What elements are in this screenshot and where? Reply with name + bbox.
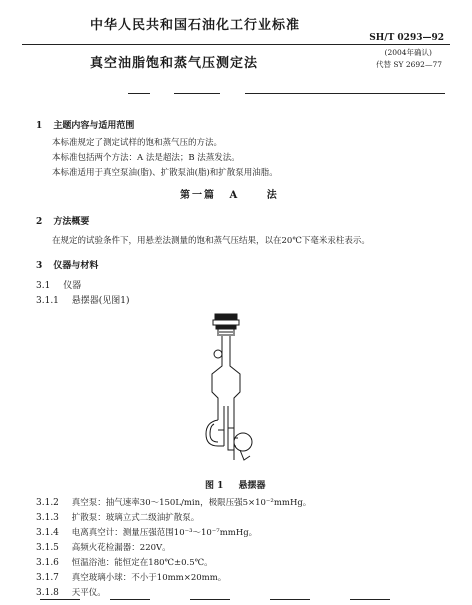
figure-caption: [205, 478, 266, 491]
item-number: 3.1.2: [36, 498, 59, 508]
item-number: 3.1.8: [36, 588, 59, 598]
list-item: [36, 586, 106, 598]
part-suffix: 法: [266, 190, 279, 201]
document-title: 真空油脂饱和蒸气压测定法: [90, 56, 259, 71]
figure-number: 图 1: [205, 481, 224, 491]
section-title: 主题内容与适用范围: [53, 121, 135, 131]
section-number: 1: [36, 121, 43, 131]
subsection-number: 3.1: [36, 281, 51, 291]
paragraph: 本标准规定了测定试样的饱和蒸气压的方法。: [52, 138, 223, 148]
subsection-3-1: [36, 278, 81, 291]
item-text: 扩散泵：玻璃立式二级油扩散泵。: [71, 513, 200, 523]
list-item: [36, 571, 226, 583]
paragraph: 本标准适用于真空泵油(脂)、扩散泵油(脂)和扩散泵用油脂。: [52, 168, 278, 178]
section-title: 仪器与材料: [53, 261, 99, 271]
part-letter: A: [229, 190, 240, 201]
subsection-number: 3.1.1: [36, 296, 59, 306]
replaces-note: 代替 SY 2692—77: [376, 60, 442, 69]
section-3-heading: [36, 258, 98, 271]
list-item: [36, 556, 213, 568]
list-item: [36, 496, 311, 508]
list-item: [36, 511, 199, 523]
item-number: 3.1.3: [36, 513, 59, 523]
item-number: 3.1.7: [36, 573, 59, 583]
section-1-heading: [36, 118, 134, 131]
header-rule: [22, 44, 450, 45]
list-item: [36, 526, 257, 538]
section-number: 2: [36, 217, 43, 227]
part-label: 第一篇: [180, 190, 216, 201]
subsection-label: 悬摆器(见图1): [71, 296, 130, 306]
item-text: 电离真空计：测量压强范围10⁻³～10⁻⁷mmHg。: [71, 528, 258, 538]
item-number: 3.1.6: [36, 558, 59, 568]
subsection-label: 仪器: [63, 281, 82, 291]
revision-note: (2004年确认): [384, 48, 432, 57]
apparatus-figure: [188, 310, 278, 480]
item-number: 3.1.4: [36, 528, 59, 538]
standard-title: 中华人民共和国石油化工行业标准: [90, 18, 301, 33]
item-text: 真空泵：抽气速率30～150L/min，极限压强5×10⁻²mmHg。: [71, 498, 312, 508]
figure-title: 悬摆器: [238, 481, 266, 491]
section-number: 3: [36, 261, 43, 271]
footer-divider: [40, 599, 432, 601]
list-item: [36, 541, 171, 553]
title-divider: [40, 93, 432, 95]
item-text: 高频火花检漏器：220V。: [71, 543, 171, 553]
item-text: 天平仪。: [71, 588, 106, 598]
section-title: 方法概要: [53, 217, 90, 227]
standard-code: SH/T 0293—92: [369, 33, 444, 43]
section-2-heading: [36, 214, 89, 227]
item-number: 3.1.5: [36, 543, 59, 553]
paragraph: 本标准包括两个方法：A 法是超法；B 法蒸发法。: [52, 153, 240, 163]
part-title: [180, 186, 279, 201]
paragraph: 在规定的试验条件下，用悬差法测量的饱和蒸气压结果，以在20℃下毫米汞柱表示。: [52, 236, 370, 246]
item-text: 恒温浴池：能恒定在180℃±0.5℃。: [71, 558, 213, 568]
subsection-3-1-1: [36, 293, 130, 306]
item-text: 真空玻璃小球：不小于10mm×20mm。: [71, 573, 227, 583]
